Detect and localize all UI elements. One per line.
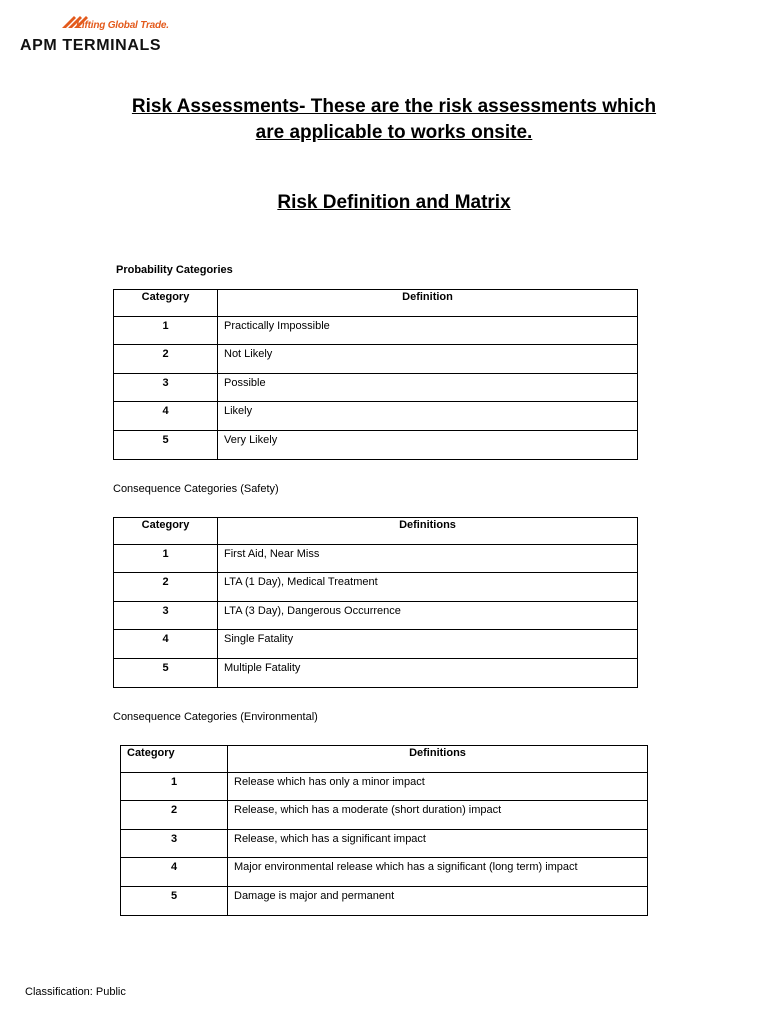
page-title bbox=[90, 94, 698, 146]
definition-cell: Practically Impossible bbox=[218, 316, 638, 345]
table-header-row bbox=[114, 518, 638, 545]
table-row bbox=[114, 544, 638, 573]
table-row bbox=[121, 829, 648, 858]
environmental-table bbox=[120, 745, 648, 916]
definition-cell: LTA (1 Day), Medical Treatment bbox=[218, 573, 638, 602]
section-title: Risk Definition and Matrix bbox=[277, 192, 511, 213]
column-header-definitions: Definitions bbox=[218, 518, 638, 545]
category-cell: 2 bbox=[114, 573, 218, 602]
environmental-label: Consequence Categories (Environmental) bbox=[113, 711, 318, 723]
definition-cell: Damage is major and permanent bbox=[228, 886, 648, 915]
category-cell: 4 bbox=[114, 630, 218, 659]
table-row bbox=[114, 316, 638, 345]
category-cell: 4 bbox=[114, 402, 218, 431]
column-header-definitions: Definitions bbox=[228, 746, 648, 773]
table-row bbox=[114, 658, 638, 687]
column-header-category: Category bbox=[114, 290, 218, 317]
category-cell: 1 bbox=[114, 316, 218, 345]
category-cell: 5 bbox=[121, 886, 228, 915]
definition-cell: Release, which has a significant impact bbox=[228, 829, 648, 858]
column-header-category: Category bbox=[121, 746, 228, 773]
definition-cell: Release which has only a minor impact bbox=[228, 772, 648, 801]
table-row bbox=[114, 573, 638, 602]
table-row bbox=[114, 345, 638, 374]
category-cell: 3 bbox=[121, 829, 228, 858]
page-title-line1: Risk Assessments- These are the risk assessments which bbox=[131, 96, 657, 117]
logo-tagline: Lifting Global Trade. bbox=[76, 20, 169, 31]
definition-cell: Possible bbox=[218, 373, 638, 402]
table-row bbox=[121, 858, 648, 887]
definition-cell: Multiple Fatality bbox=[218, 658, 638, 687]
table-row bbox=[121, 886, 648, 915]
category-cell: 1 bbox=[114, 544, 218, 573]
category-cell: 5 bbox=[114, 658, 218, 687]
definition-cell: Likely bbox=[218, 402, 638, 431]
table-header-row bbox=[121, 746, 648, 773]
definition-cell: Not Likely bbox=[218, 345, 638, 374]
table-header-row bbox=[114, 290, 638, 317]
category-cell: 2 bbox=[121, 801, 228, 830]
category-cell: 3 bbox=[114, 601, 218, 630]
table-row bbox=[114, 402, 638, 431]
column-header-definition: Definition bbox=[218, 290, 638, 317]
table-row bbox=[121, 801, 648, 830]
definition-cell: Single Fatality bbox=[218, 630, 638, 659]
table-row bbox=[121, 772, 648, 801]
safety-label: Consequence Categories (Safety) bbox=[113, 483, 279, 495]
category-cell: 2 bbox=[114, 345, 218, 374]
definition-cell: Very Likely bbox=[218, 430, 638, 459]
table-row bbox=[114, 430, 638, 459]
definition-cell: Release, which has a moderate (short duration) impact bbox=[228, 801, 648, 830]
page-title-line2: are applicable to works onsite. bbox=[255, 122, 533, 143]
probability-label: Probability Categories bbox=[116, 264, 233, 276]
definition-cell: Major environmental release which has a significant (long term) impact bbox=[228, 858, 648, 887]
logo-brand-name: APM TERMINALS bbox=[20, 37, 162, 54]
category-cell: 3 bbox=[114, 373, 218, 402]
classification-footer: Classification: Public bbox=[25, 986, 126, 998]
category-cell: 4 bbox=[121, 858, 228, 887]
category-cell: 1 bbox=[121, 772, 228, 801]
category-cell: 5 bbox=[114, 430, 218, 459]
table-row bbox=[114, 630, 638, 659]
safety-table bbox=[113, 517, 638, 688]
apm-terminals-logo bbox=[10, 6, 190, 54]
definition-cell: LTA (3 Day), Dangerous Occurrence bbox=[218, 601, 638, 630]
definition-cell: First Aid, Near Miss bbox=[218, 544, 638, 573]
table-row bbox=[114, 601, 638, 630]
probability-table bbox=[113, 289, 638, 460]
column-header-category: Category bbox=[114, 518, 218, 545]
table-row bbox=[114, 373, 638, 402]
